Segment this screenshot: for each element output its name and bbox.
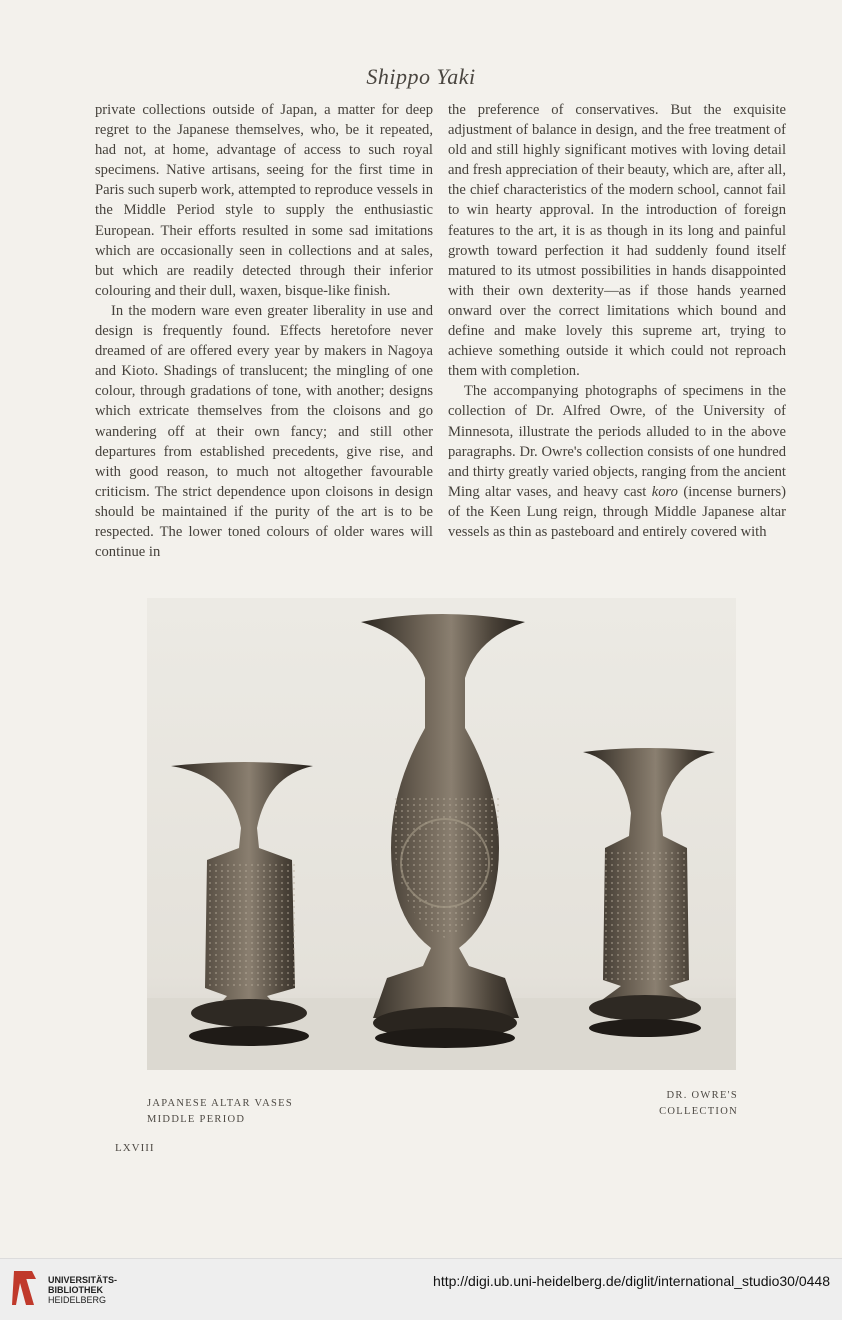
caption-line: JAPANESE ALTAR VASES [147,1098,293,1109]
source-url-link[interactable]: http://digi.ub.uni-heidelberg.de/diglit/international_studio30/0448 [433,1273,830,1289]
library-name-line: HEIDELBERG [48,1295,107,1305]
paragraph: In the modern ware even greater liberality in use and design is frequently found. Effects heretofore never dreamed of are offered every year by makers in Nagoya and Kioto. Shadings of translucent; the mingling of one colour, through gradations of tone, with another; designs which extricate themselves from the cloisons and go wandering off at their own fancy; and still other departures from established precedents, give rise, and with good reason, to much not altogether favourable criticism. The strict dependence upon cloisons in design should be maintained if the purity of the art is to be respected. The lower toned colours of older wares will continue in [95,302,433,561]
library-name-line: UNIVERSITÄTS- [48,1275,118,1285]
italic-term: koro [651,483,678,500]
text-column-left [95,100,433,562]
caption-left [147,1096,293,1128]
caption-right [659,1088,738,1120]
caption-line: DR. OWRE'S [666,1090,738,1101]
library-name-line: BIBLIOTHEK [48,1285,103,1295]
running-title: Shippo Yaki [366,64,476,89]
paragraph-text: (incense burners) of the Keen Lung reign, through Middle Japanese altar vessels as thin as pasteboard and entirely covered with [448,483,786,540]
caption-line: MIDDLE PERIOD [147,1114,246,1125]
caption-line: COLLECTION [659,1106,738,1117]
library-logo-icon [10,1267,38,1309]
paragraph: the preference of conservatives. But the exquisite adjustment of balance in design, and the free treatment of old and still highly significant motives with loving detail and fresh appreciation of their beauty, which are, after all, the chief characteristics of the modern school, cannot fail to win hearty approval. In the introduction of foreign features to the art, it is as though in its long and painful growth toward perfection it had suddenly found itself matured to its utmost possibilities in hands disappointed with their own dexterity—as if those hands yearned onward over the correct limitations which bound and define and make lovely this supreme art, trying to achieve something outside it which could not reproach them with completion. [448,102,786,380]
paragraph-text: The accompanying photographs of specimens in the collection of Dr. Alfred Owre, of the University of Minnesota, illustrate the periods alluded to in the above paragraphs. Dr. Owre's collection consists of one hundred and thirty greatly varied objects, ranging from the ancient Ming altar vases, and heavy cast [448,383,786,500]
vases-photograph [147,598,736,1070]
footer-bar [0,1258,842,1320]
library-name [48,1275,117,1305]
text-column-right [448,100,786,542]
paragraph: private collections outside of Japan, a matter for deep regret to the Japanese themselves, who, be it repeated, had not, at home, advantage of access to such royal specimens. Native artisans, seeing for the first time in Paris such superb work, attempted to reproduce vessels in the Middle Period style to supply the enthusiastic European. Their efforts resulted in some sad imitations which are occasionally seen in collections and at sales, but which are readily detected through their inferior colouring and their dull, waxen, bisque-like finish. [95,102,433,299]
paragraph [448,381,786,542]
page-number: LXVIII [115,1142,155,1154]
